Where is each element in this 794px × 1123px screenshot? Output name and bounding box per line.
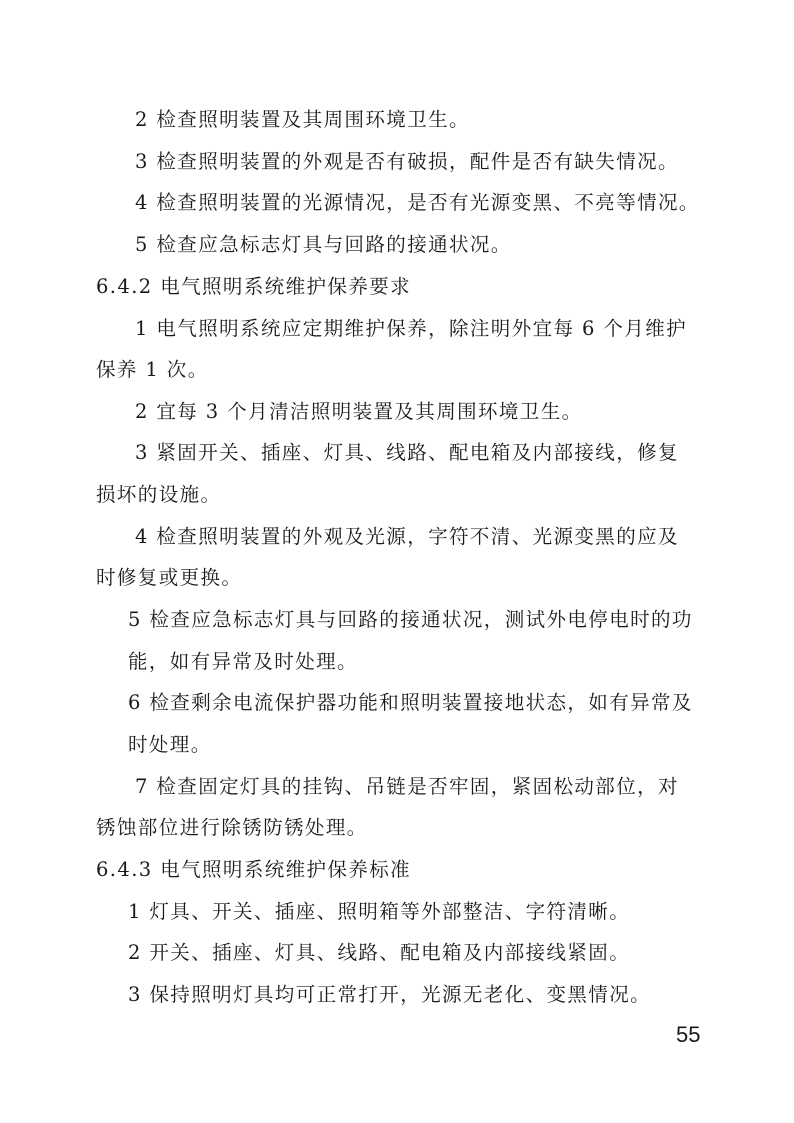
list-item: 3 检查照明装置的外观是否有破损，配件是否有缺失情况。 [135, 150, 679, 173]
list-item: 2 开关、插座、灯具、线路、配电箱及内部接线紧固。 [128, 941, 631, 964]
list-item-continuation: 保养 1 次。 [96, 358, 209, 381]
list-item-continuation: 损坏的设施。 [96, 483, 222, 506]
section-heading: 6.4.3 电气照明系统维护保养标准 [96, 858, 412, 881]
list-item: 4 检查照明装置的外观及光源，字符不清、光源变黑的应及 [135, 525, 679, 548]
list-item: 5 检查应急标志灯具与回路的接通状况，测试外电停电时的功 [128, 608, 693, 631]
list-item: 2 检查照明装置及其周围环境卫生。 [135, 108, 470, 131]
list-item: 6 检查剩余电流保护器功能和照明装置接地状态，如有异常及 [128, 691, 693, 714]
list-item: 2 宜每 3 个月清洁照明装置及其周围环境卫生。 [135, 400, 583, 423]
list-item: 5 检查应急标志灯具与回路的接通状况。 [135, 233, 512, 256]
list-item: 3 紧固开关、插座、灯具、线路、配电箱及内部接线，修复 [135, 441, 679, 464]
list-item: 4 检查照明装置的光源情况，是否有光源变黑、不亮等情况。 [135, 191, 700, 214]
list-item-continuation: 能，如有异常及时处理。 [128, 650, 358, 673]
list-item-continuation: 时修复或更换。 [96, 566, 243, 589]
list-item: 1 电气照明系统应定期维护保养，除注明外宜每 6 个月维护 [135, 317, 688, 340]
list-item: 7 检查固定灯具的挂钩、吊链是否牢固，紧固松动部位，对 [135, 775, 679, 798]
page-number: 55 [676, 1022, 701, 1047]
list-item-continuation: 时处理。 [128, 733, 212, 756]
list-item: 3 保持照明灯具均可正常打开，光源无老化、变黑情况。 [128, 983, 652, 1006]
list-item-continuation: 锈蚀部位进行除锈防锈处理。 [96, 816, 368, 839]
section-heading: 6.4.2 电气照明系统维护保养要求 [96, 275, 412, 298]
list-item: 1 灯具、开关、插座、照明箱等外部整洁、字符清晰。 [128, 900, 631, 923]
